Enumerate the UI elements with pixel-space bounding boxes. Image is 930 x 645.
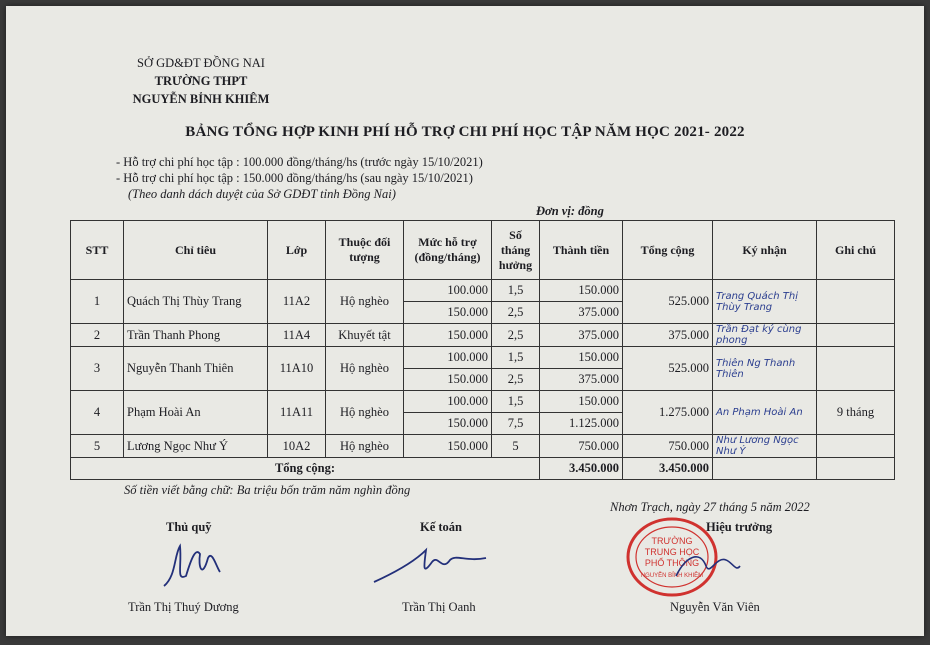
agency-line-1: SỞ GD&ĐT ĐỒNG NAI — [137, 56, 265, 70]
note-1: - Hỗ trợ chi phí học tập : 100.000 đồng/tháng/hs (trước ngày 15/10/2021) — [116, 155, 483, 169]
cell-signature: Trần Đạt ký cùng phong — [713, 324, 817, 347]
cell-muc: 150.000 — [404, 302, 492, 324]
table-row — [71, 435, 895, 458]
cell-thang: 7,5 — [492, 413, 540, 435]
total-tongcong: 3.450.000 — [623, 458, 713, 480]
cell-name: Lương Ngọc Như Ý — [124, 435, 268, 458]
header-muc-1: Mức hỗ trợ — [418, 235, 477, 249]
cell-stt: 4 — [71, 391, 124, 435]
header-kynhan: Ký nhận — [713, 221, 817, 280]
table-row — [71, 324, 895, 347]
header-doituong — [326, 221, 404, 280]
cell-lop: 10A2 — [268, 435, 326, 458]
cell-ghichu — [817, 324, 895, 347]
cell-name: Quách Thị Thùy Trang — [124, 280, 268, 324]
header-thanhtien: Thành tiền — [540, 221, 623, 280]
cell-muc: 100.000 — [404, 280, 492, 302]
cell-name: Phạm Hoài An — [124, 391, 268, 435]
cell-tien: 750.000 — [540, 435, 623, 458]
cell-tong: 525.000 — [623, 347, 713, 391]
name-hieutruong: Nguyễn Văn Viên — [670, 600, 760, 614]
cell-lop: 11A4 — [268, 324, 326, 347]
cell-doituong: Khuyết tật — [326, 324, 404, 347]
svg-text:TRƯỜNG: TRƯỜNG — [651, 536, 693, 546]
cell-ghichu — [817, 347, 895, 391]
cell-signature: Trang Quách Thị Thùy Trang — [713, 280, 817, 324]
header-tongcong: Tổng cộng — [623, 221, 713, 280]
cell-doituong: Hộ nghèo — [326, 280, 404, 324]
cell-lop: 11A11 — [268, 391, 326, 435]
name-thuquy: Trần Thị Thuý Dương — [128, 600, 239, 614]
cell-name: Nguyễn Thanh Thiên — [124, 347, 268, 391]
header-chitieu: Chỉ tiêu — [124, 221, 268, 280]
notes-block — [116, 154, 483, 202]
header-muchotro — [404, 221, 492, 280]
role-thuquy: Thủ quỹ — [166, 520, 212, 534]
cell-stt: 3 — [71, 347, 124, 391]
cell-name: Trần Thanh Phong — [124, 324, 268, 347]
cell-doituong: Hộ nghèo — [326, 347, 404, 391]
table-row — [71, 280, 895, 302]
total-thanhtien: 3.450.000 — [540, 458, 623, 480]
table-header-row — [71, 221, 895, 280]
cell-tien: 1.125.000 — [540, 413, 623, 435]
cell-thang: 2,5 — [492, 369, 540, 391]
cell-thang: 5 — [492, 435, 540, 458]
total-ghichu-empty — [817, 458, 895, 480]
cell-muc: 150.000 — [404, 369, 492, 391]
amount-in-words: Số tiền viết bằng chữ: Ba triệu bốn trăm năm nghìn đồng — [124, 483, 411, 497]
table-row — [71, 391, 895, 413]
svg-text:TRUNG HỌC: TRUNG HỌC — [644, 547, 700, 557]
signature-hieutruong — [666, 536, 746, 596]
role-hieutruong: Hiệu trưởng — [706, 520, 773, 534]
cell-doituong: Hộ nghèo — [326, 391, 404, 435]
cell-ghichu — [817, 435, 895, 458]
cell-thang: 2,5 — [492, 302, 540, 324]
cell-thang: 1,5 — [492, 280, 540, 302]
note-3: (Theo danh dách duyệt của Sở GDĐT tỉnh Đồng Nai) — [128, 187, 396, 201]
cell-signature: Thiên Ng Thanh Thiên — [713, 347, 817, 391]
total-label: Tổng cộng: — [71, 458, 540, 480]
cell-ghichu — [817, 280, 895, 324]
cell-tong: 525.000 — [623, 280, 713, 324]
place-date: Nhơn Trạch, ngày 27 tháng 5 năm 2022 — [610, 500, 810, 514]
cell-muc: 100.000 — [404, 391, 492, 413]
agency-header — [76, 54, 326, 108]
header-ghichu: Ghi chú — [817, 221, 895, 280]
cell-muc: 150.000 — [404, 324, 492, 347]
cell-tong: 750.000 — [623, 435, 713, 458]
total-kynhan-empty — [713, 458, 817, 480]
table-total-row — [71, 458, 895, 480]
role-ketoan: Kế toán — [420, 520, 463, 534]
cell-stt: 2 — [71, 324, 124, 347]
cell-thang: 1,5 — [492, 391, 540, 413]
cell-tien: 150.000 — [540, 391, 623, 413]
cell-tien: 375.000 — [540, 369, 623, 391]
header-doituong-1: Thuộc đối — [338, 235, 391, 249]
svg-text:NGUYỄN BỈNH KHIÊM: NGUYỄN BỈNH KHIÊM — [640, 573, 704, 579]
cell-muc: 150.000 — [404, 435, 492, 458]
note-2: - Hỗ trợ chi phí học tập : 150.000 đồng/tháng/hs (sau ngày 15/10/2021) — [116, 171, 473, 185]
header-so-3: hưởng — [498, 257, 533, 272]
cell-doituong: Hộ nghèo — [326, 435, 404, 458]
cell-signature: An Phạm Hoài An — [713, 391, 817, 435]
unit-label: Đơn vị: đồng — [536, 204, 604, 218]
cell-tong: 375.000 — [623, 324, 713, 347]
header-muc-2: (đồng/tháng) — [414, 250, 481, 264]
header-doituong-2: tượng — [349, 250, 380, 264]
cell-thang: 1,5 — [492, 347, 540, 369]
support-table — [70, 220, 895, 480]
agency-line-3: NGUYỄN BỈNH KHIÊM — [132, 92, 270, 106]
document-title: BẢNG TỔNG HỢP KINH PHÍ HỖ TRỢ CHI PHÍ HỌC TẬP NĂM HỌC 2021- 2022 — [185, 124, 745, 140]
document-page — [6, 6, 924, 636]
cell-tong: 1.275.000 — [623, 391, 713, 435]
cell-ghichu: 9 tháng — [817, 391, 895, 435]
cell-tien: 150.000 — [540, 280, 623, 302]
signature-thuquy — [156, 536, 226, 596]
signature-ketoan — [366, 532, 496, 592]
name-ketoan: Trần Thị Oanh — [402, 600, 476, 614]
cell-tien: 375.000 — [540, 302, 623, 324]
header-so-2: tháng — [500, 242, 531, 257]
cell-tien: 375.000 — [540, 324, 623, 347]
header-sothang — [492, 221, 540, 280]
cell-signature: Như Lương Ngọc Như Ý — [713, 435, 817, 458]
agency-line-2: TRƯỜNG THPT — [154, 74, 248, 88]
cell-muc: 100.000 — [404, 347, 492, 369]
table-row — [71, 347, 895, 369]
cell-muc: 150.000 — [404, 413, 492, 435]
header-so-1: Số — [509, 227, 522, 242]
svg-text:PHỔ THÔNG: PHỔ THÔNG — [644, 558, 700, 568]
cell-lop: 11A10 — [268, 347, 326, 391]
header-lop: Lớp — [268, 221, 326, 280]
cell-stt: 1 — [71, 280, 124, 324]
cell-thang: 2,5 — [492, 324, 540, 347]
cell-lop: 11A2 — [268, 280, 326, 324]
cell-tien: 150.000 — [540, 347, 623, 369]
cell-stt: 5 — [71, 435, 124, 458]
header-stt: STT — [71, 221, 124, 280]
